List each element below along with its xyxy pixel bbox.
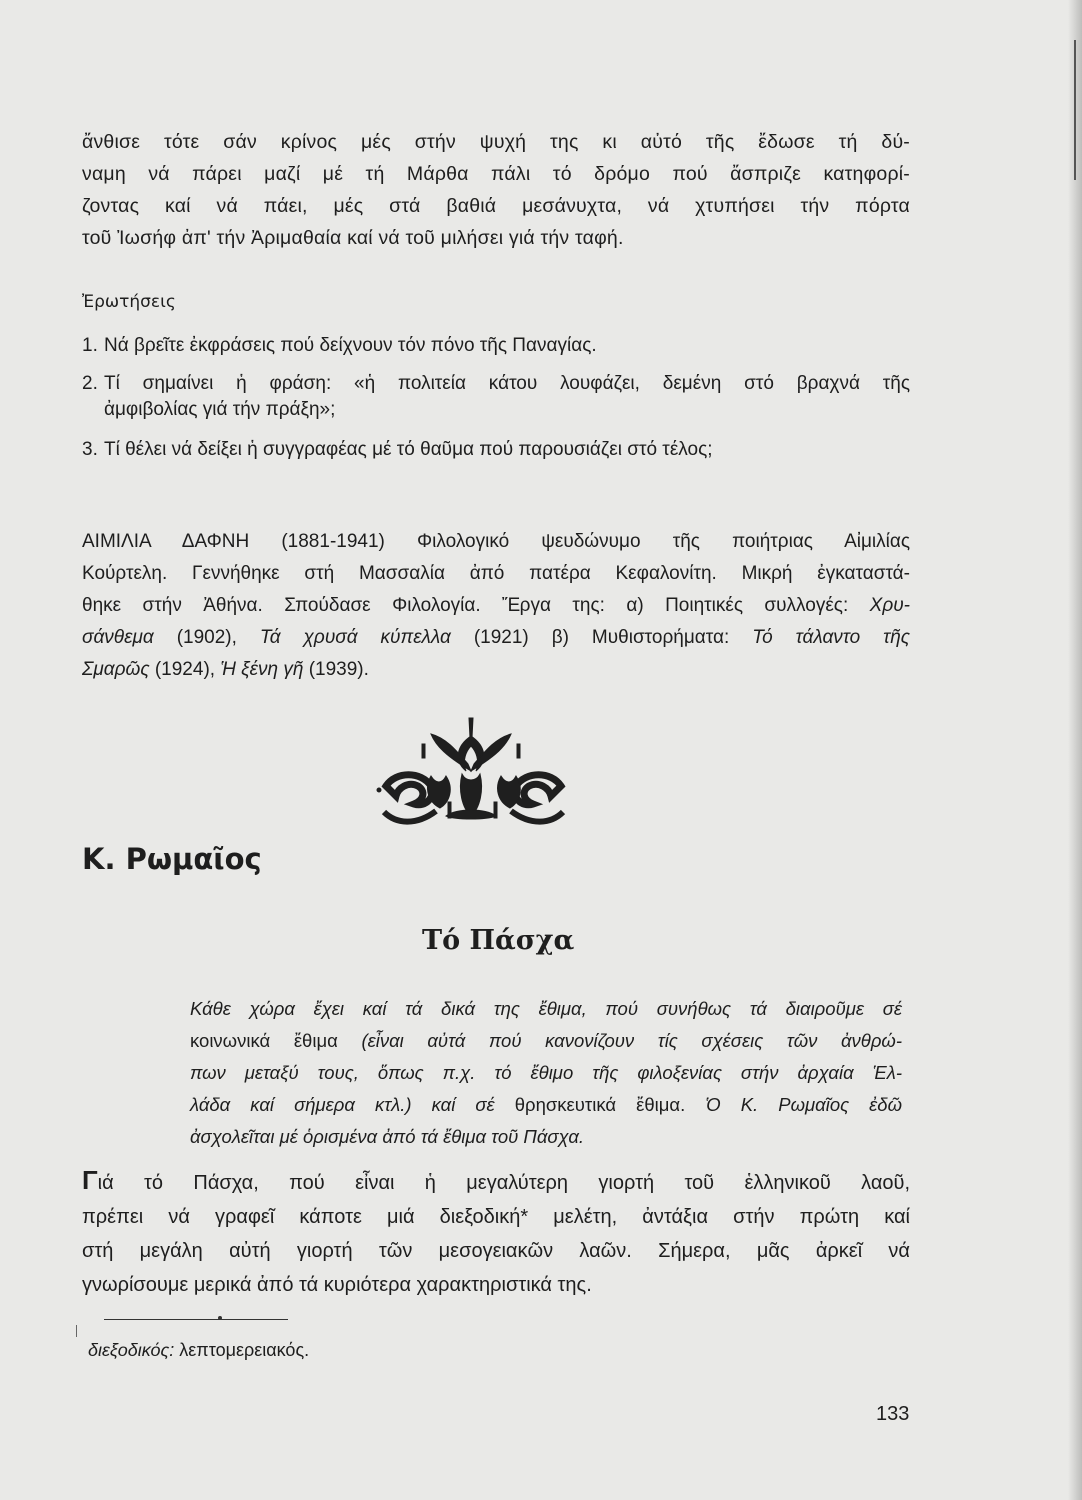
bio-line: [82, 654, 910, 686]
intro-upright-text: θρησκευτικά ἔθιμα.: [514, 1094, 686, 1115]
bio-work-title: Σμαρῶς: [82, 659, 150, 680]
bio-work-title: Τά χρυσά κύπελλα: [259, 627, 451, 648]
paragraph-top: [82, 126, 910, 254]
bio-line: ΑΙΜΙΛΙΑ ΔΑΦΝΗ (1881-1941) Φιλολογικό ψευδώνυμο τῆς ποιήτριας Αἰμιλίας: [82, 531, 910, 552]
body-text: ιά τό Πάσχα, πού εἶναι ἡ μεγαλύτερη γιορτή τοῦ ἑλληνικοῦ λαοῦ,: [97, 1172, 910, 1194]
text-line: ναμη νά πάρει μαζί μέ τή Μάρθα πάλι τό δρόμο πού ἄσπριζε κατηφορί-: [82, 163, 910, 185]
footnote-term: διεξοδικός:: [88, 1340, 175, 1360]
body-line: πρέπει νά γραφεῖ κάποτε μιά διεξοδική* μελέτη, ἀντάξια στήν πρώτη καί: [82, 1206, 910, 1228]
question-number: 2.: [82, 373, 98, 394]
intro-text: Ὁ Κ. Ρωμαῖος ἐδῶ: [705, 1094, 902, 1115]
text-line: ἄνθισε τότε σάν κρίνος μές στήν ψυχή της κι αὐτό τῆς ἔδωσε τή δύ-: [82, 131, 910, 153]
drop-cap: Γ: [82, 1165, 98, 1195]
intro-paragraph: [190, 993, 902, 1153]
question-item: [82, 333, 910, 359]
intro-line: πων μεταξύ τους, ὅπως π.χ. τό ἔθιμο τῆς φιλοξενίας στήν ἀρχαία Ἑλ-: [190, 1062, 902, 1083]
page-edge-mark: [1074, 40, 1076, 180]
questions-list: [82, 333, 910, 463]
intro-text: (εἶναι αὐτά πού κανονίζουν τίς σχέσεις τῶν ἀνθρώ-: [361, 1030, 903, 1051]
question-number: 1.: [82, 335, 98, 356]
page-number: 133: [876, 1403, 910, 1425]
body-line: γνωρίσουμε μερικά ἀπό τά κυριότερα χαρακτηριστικά της.: [82, 1274, 592, 1296]
bio-work-title: Τό τάλαντο τῆς: [752, 627, 911, 648]
footnote-rule: [104, 1319, 288, 1320]
question-text: Νά βρεῖτε ἐκφράσεις πού δείχνουν τόν πόνο τῆς Παναγίας.: [104, 335, 597, 356]
bio-line: [82, 590, 910, 622]
bio-text: (1921) β) Μυθιστορήματα:: [473, 627, 730, 648]
intro-line: [190, 1089, 902, 1121]
footnote-definition: λεπτομερειακός.: [179, 1340, 310, 1360]
bio-text: (1902),: [176, 627, 237, 648]
chapter-title: Τό Πάσχα: [422, 925, 575, 956]
question-text: Τί σημαίνει ἡ φράση: «ἡ πολιτεία κάτου λουφάζει, δεμένη στό βραχνά τῆς: [104, 373, 910, 394]
bio-work-title: σάνθεμα: [82, 627, 154, 648]
intro-line: [190, 1025, 902, 1057]
question-item: [82, 371, 910, 423]
question-text: ἀμφιβολίας γιά τήν πράξη»;: [104, 399, 336, 420]
margin-mark: [76, 1325, 77, 1337]
bio-work-title: Ἡ ξένη γῆ: [220, 659, 304, 680]
bio-text: θηκε στήν Ἀθήνα. Σπούδασε Φιλολογία. Ἔργα της: α) Ποιητικές συλλογές:: [82, 595, 849, 616]
intro-line: ἀσχολεῖται μέ ὁρισμένα ἀπό τά ἔθιμα τοῦ Πάσχα.: [190, 1126, 585, 1147]
text-line: ζοντας καί νά πάει, μές στά βαθιά μεσάνυχτα, νά χτυπήσει τήν πόρτα: [82, 195, 910, 217]
floral-ornament-icon: [376, 716, 576, 836]
question-text: Τί θέλει νά δείξει ἡ συγγραφέας μέ τό θαῦμα πού παρουσιάζει στό τέλος;: [104, 439, 713, 460]
body-paragraph: [82, 1163, 910, 1302]
intro-text: λάδα καί σήμερα κτλ.) καί σέ: [190, 1094, 495, 1115]
bio-line: [82, 622, 910, 654]
bio-text: (1939).: [308, 659, 369, 680]
footnote: [88, 1340, 309, 1361]
questions-heading: Ἐρωτήσεις: [82, 292, 176, 312]
intro-line: Κάθε χώρα ἔχει καί τά δικά της ἔθιμα, πού συνήθως τά διαιροῦμε σέ: [190, 998, 902, 1019]
footnote-rule-dot: [218, 1316, 222, 1320]
question-number: 3.: [82, 439, 98, 460]
question-item: [82, 437, 910, 463]
bio-text: (1924),: [154, 659, 216, 680]
bio-line: Κούρτελη. Γεννήθηκε στή Μασσαλία ἀπό πατέρα Κεφαλονίτη. Μικρή ἐγκαταστά-: [82, 563, 910, 584]
intro-upright-text: κοινωνικά ἔθιμα: [190, 1030, 338, 1051]
body-line: στή μεγάλη αὐτή γιορτή τῶν μεσογειακῶν λαῶν. Σήμερα, μᾶς ἀρκεῖ νά: [82, 1240, 910, 1262]
body-line: [82, 1163, 910, 1200]
author-name: Κ. Ρωμαῖος: [82, 842, 262, 876]
text-line: τοῦ Ἰωσήφ ἀπ' τήν Ἀριμαθαία καί νά τοῦ μιλήσει γιά τήν ταφή.: [82, 227, 624, 249]
bio-work-title: Χρυ-: [869, 595, 911, 616]
page-edge-shadow: [1068, 0, 1082, 1500]
author-bio: [82, 526, 910, 686]
